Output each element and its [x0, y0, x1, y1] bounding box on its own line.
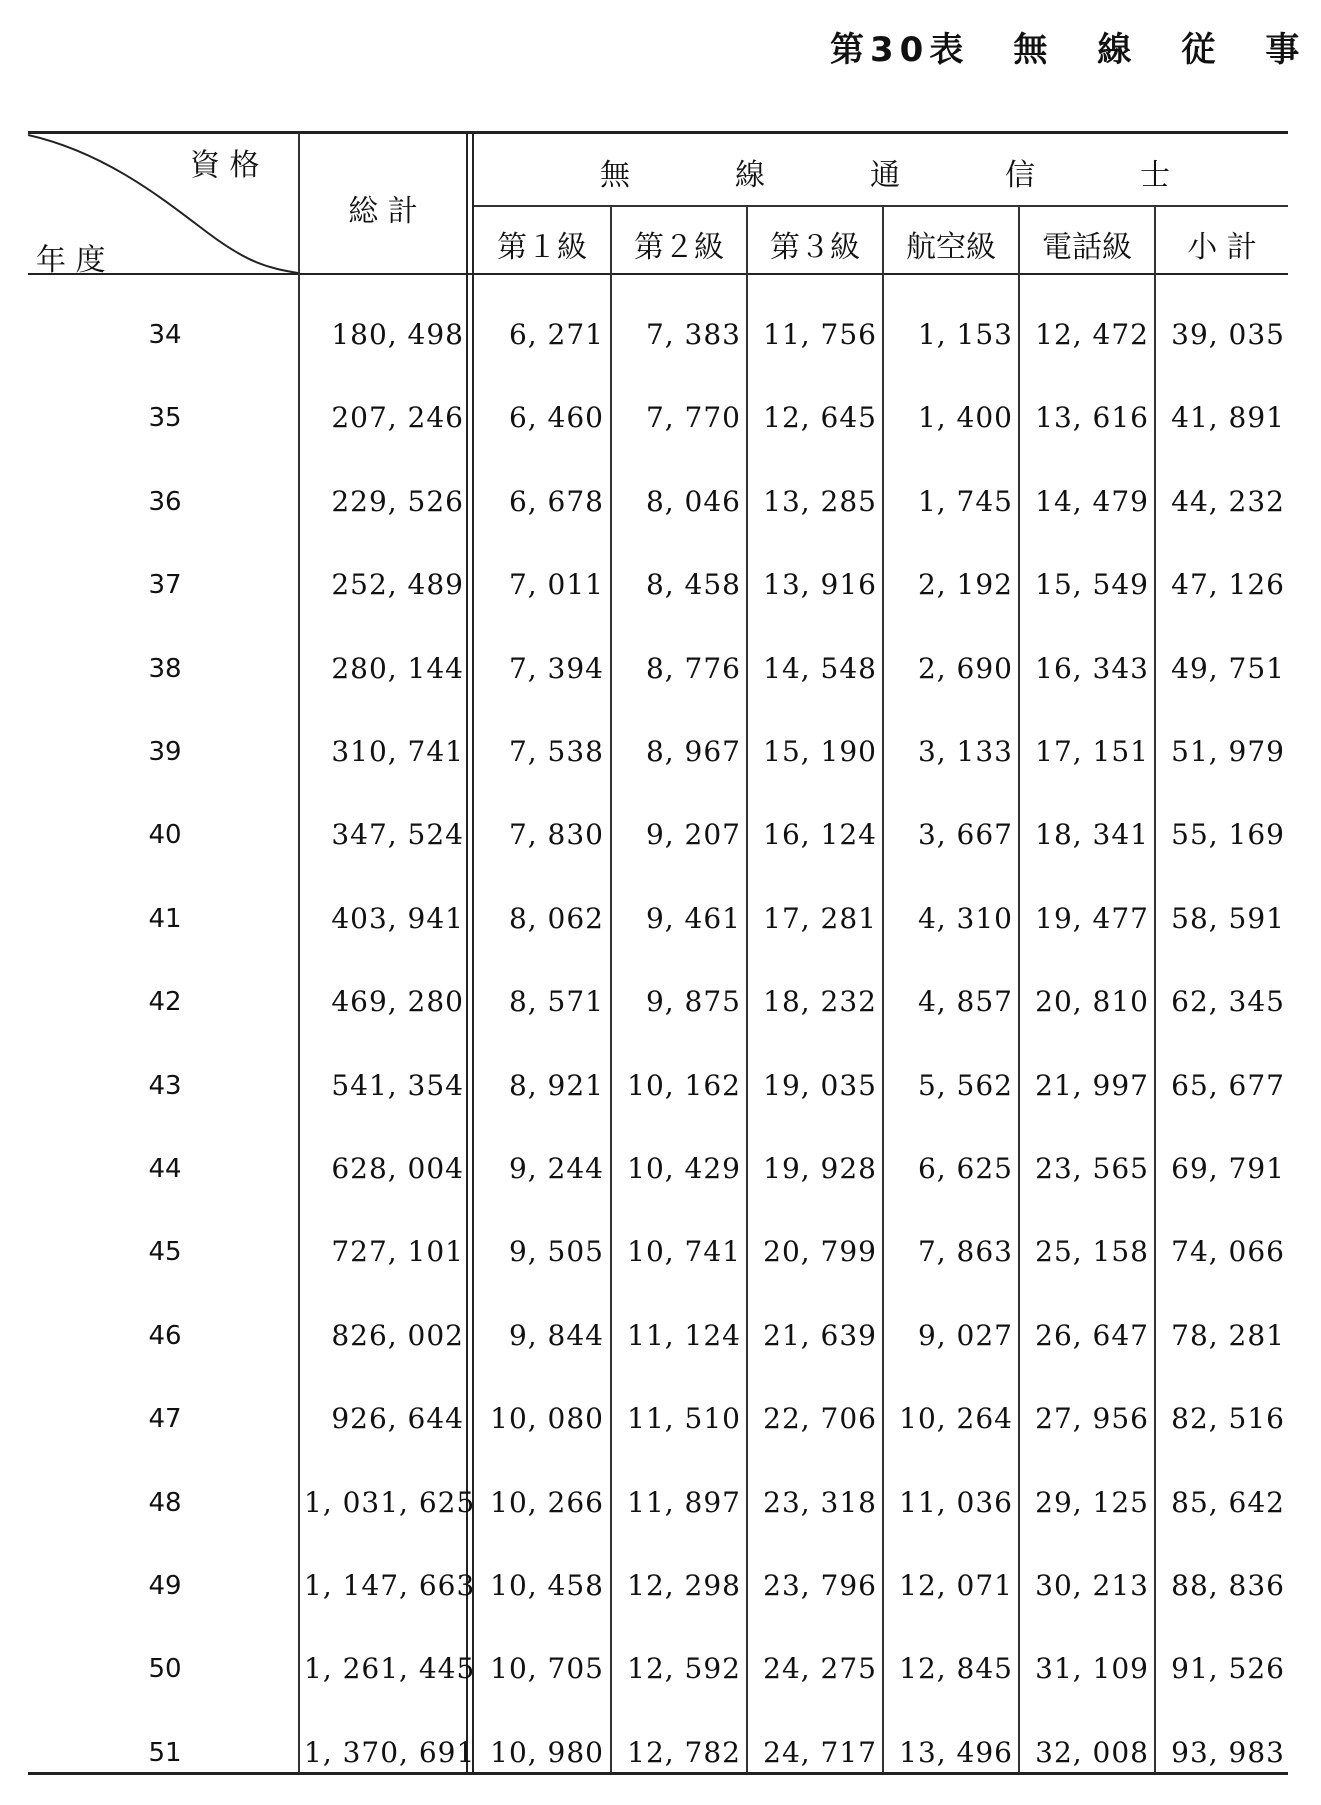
- table-cell: 19, 477: [1035, 902, 1149, 935]
- table-cell: 8, 458: [645, 568, 741, 601]
- table-cell: 12, 298: [627, 1569, 741, 1602]
- table-cell: 30, 213: [1035, 1569, 1149, 1602]
- table-cell: 9, 244: [508, 1152, 604, 1185]
- table-cell: 1, 261, 445: [304, 1652, 476, 1685]
- table-cell: 25, 158: [1035, 1235, 1149, 1268]
- table-cell: 469, 280: [331, 985, 464, 1018]
- table-cell: 4, 310: [917, 902, 1013, 935]
- table-cell: 15, 190: [763, 735, 877, 768]
- group-header-char: 信: [1005, 158, 1035, 193]
- row-year: 46: [148, 1321, 182, 1351]
- table-cell: 12, 845: [899, 1652, 1013, 1685]
- col-double-divider: [466, 133, 474, 1773]
- table-cell: 826, 002: [331, 1319, 464, 1352]
- title-word: 無: [1013, 30, 1054, 70]
- table-cell: 91, 526: [1171, 1652, 1285, 1685]
- table-cell: 16, 124: [763, 818, 877, 851]
- table-cell: 18, 341: [1035, 818, 1149, 851]
- table-cell: 12, 592: [627, 1652, 741, 1685]
- table-cell: 403, 941: [331, 902, 464, 935]
- table-cell: 10, 429: [627, 1152, 741, 1185]
- table-cell: 541, 354: [331, 1069, 464, 1102]
- table-cell: 8, 046: [645, 485, 741, 518]
- table-cell: 15, 549: [1035, 568, 1149, 601]
- table-cell: 280, 144: [331, 652, 464, 685]
- table-cell: 78, 281: [1171, 1319, 1285, 1352]
- table-cell: 9, 875: [645, 985, 741, 1018]
- corner-label-year: 年 度: [36, 243, 106, 278]
- col-header: 第２級: [634, 230, 724, 265]
- table-number: 第30表: [830, 30, 970, 70]
- group-header-char: 通: [870, 158, 900, 193]
- table-cell: 8, 921: [508, 1069, 604, 1102]
- table-cell: 26, 647: [1035, 1319, 1149, 1352]
- table-cell: 12, 645: [763, 401, 877, 434]
- row-year: 41: [148, 904, 182, 934]
- table-cell: 13, 916: [763, 568, 877, 601]
- row-year: 44: [148, 1154, 182, 1184]
- table-cell: 19, 035: [763, 1069, 877, 1102]
- table-cell: 58, 591: [1171, 902, 1285, 935]
- table-cell: 82, 516: [1171, 1402, 1285, 1435]
- table-cell: 11, 756: [763, 318, 877, 351]
- table-cell: 9, 461: [645, 902, 741, 935]
- table-cell: 7, 394: [508, 652, 604, 685]
- table-cell: 23, 796: [763, 1569, 877, 1602]
- table-cell: 10, 705: [490, 1652, 604, 1685]
- row-year: 35: [148, 403, 182, 433]
- row-year: 42: [148, 987, 182, 1017]
- table-cell: 62, 345: [1171, 985, 1285, 1018]
- col-header: 第３級: [770, 230, 860, 265]
- table-cell: 7, 538: [508, 735, 604, 768]
- col-header: 電話級: [1042, 230, 1132, 265]
- table-cell: 23, 565: [1035, 1152, 1149, 1185]
- table-cell: 23, 318: [763, 1486, 877, 1519]
- group-header-char: 士: [1140, 158, 1170, 193]
- table-cell: 347, 524: [331, 818, 464, 851]
- title-word: 従: [1181, 30, 1222, 70]
- table-cell: 10, 080: [490, 1402, 604, 1435]
- table-cell: 1, 400: [917, 401, 1013, 434]
- table-cell: 29, 125: [1035, 1486, 1149, 1519]
- title-word: 事: [1265, 30, 1306, 70]
- table-cell: 727, 101: [331, 1235, 464, 1268]
- table-cell: 3, 667: [917, 818, 1013, 851]
- row-year: 48: [148, 1488, 182, 1518]
- table-cell: 11, 897: [627, 1486, 741, 1519]
- row-year: 47: [148, 1404, 182, 1434]
- table-cell: 69, 791: [1171, 1152, 1285, 1185]
- table-cell: 22, 706: [763, 1402, 877, 1435]
- group-header-rule: [473, 205, 1288, 207]
- table-cell: 8, 571: [508, 985, 604, 1018]
- table-cell: 1, 153: [917, 318, 1013, 351]
- table-cell: 31, 109: [1035, 1652, 1149, 1685]
- table-cell: 13, 616: [1035, 401, 1149, 434]
- table-cell: 20, 810: [1035, 985, 1149, 1018]
- table-cell: 13, 285: [763, 485, 877, 518]
- table-cell: 21, 997: [1035, 1069, 1149, 1102]
- table-cell: 10, 980: [490, 1736, 604, 1769]
- table-cell: 17, 281: [763, 902, 877, 935]
- row-year: 49: [148, 1571, 182, 1601]
- table-cell: 12, 782: [627, 1736, 741, 1769]
- page-title: [830, 22, 1306, 71]
- table-cell: 7, 863: [917, 1235, 1013, 1268]
- table-cell: 17, 151: [1035, 735, 1149, 768]
- row-year: 45: [148, 1237, 182, 1267]
- table-cell: 10, 458: [490, 1569, 604, 1602]
- table-cell: 628, 004: [331, 1152, 464, 1185]
- table-cell: 9, 505: [508, 1235, 604, 1268]
- table-cell: 11, 124: [627, 1319, 741, 1352]
- row-year: 51: [148, 1738, 182, 1768]
- table-cell: 7, 830: [508, 818, 604, 851]
- table-cell: 6, 271: [508, 318, 604, 351]
- table-cell: 24, 275: [763, 1652, 877, 1685]
- row-year: 37: [148, 570, 182, 600]
- table-cell: 180, 498: [331, 318, 464, 351]
- table-cell: 2, 690: [917, 652, 1013, 685]
- table-cell: 7, 011: [508, 568, 604, 601]
- table-cell: 8, 062: [508, 902, 604, 935]
- row-year: 50: [148, 1654, 182, 1684]
- table-cell: 65, 677: [1171, 1069, 1285, 1102]
- table-cell: 12, 472: [1035, 318, 1149, 351]
- table-cell: 21, 639: [763, 1319, 877, 1352]
- table-cell: 1, 147, 663: [304, 1569, 476, 1602]
- title-word: 線: [1097, 30, 1138, 70]
- table-cell: 85, 642: [1171, 1486, 1285, 1519]
- table-cell: 20, 799: [763, 1235, 877, 1268]
- table-cell: 4, 857: [917, 985, 1013, 1018]
- table-cell: 6, 678: [508, 485, 604, 518]
- col-divider: [298, 133, 300, 1773]
- table-cell: 926, 644: [331, 1402, 464, 1435]
- row-year: 38: [148, 654, 182, 684]
- table-cell: 8, 967: [645, 735, 741, 768]
- table-cell: 10, 741: [627, 1235, 741, 1268]
- table-cell: 5, 562: [917, 1069, 1013, 1102]
- table-cell: 207, 246: [331, 401, 464, 434]
- row-year: 40: [148, 820, 182, 850]
- table-cell: 11, 036: [899, 1486, 1013, 1519]
- table-cell: 310, 741: [331, 735, 464, 768]
- table-cell: 14, 479: [1035, 485, 1149, 518]
- table-cell: 7, 383: [645, 318, 741, 351]
- table-cell: 10, 162: [627, 1069, 741, 1102]
- table-cell: 3, 133: [917, 735, 1013, 768]
- table-cell: 7, 770: [645, 401, 741, 434]
- table-cell: 252, 489: [331, 568, 464, 601]
- row-year: 39: [148, 737, 182, 767]
- table-cell: 47, 126: [1171, 568, 1285, 601]
- table-cell: 88, 836: [1171, 1569, 1285, 1602]
- table-cell: 32, 008: [1035, 1736, 1149, 1769]
- table-cell: 18, 232: [763, 985, 877, 1018]
- table-cell: 41, 891: [1171, 401, 1285, 434]
- table-cell: 12, 071: [899, 1569, 1013, 1602]
- table-cell: 9, 207: [645, 818, 741, 851]
- table-cell: 44, 232: [1171, 485, 1285, 518]
- col-header: 小 計: [1187, 230, 1257, 265]
- table-cell: 49, 751: [1171, 652, 1285, 685]
- row-year: 34: [148, 320, 182, 350]
- table-cell: 9, 027: [917, 1319, 1013, 1352]
- col-header: 第１級: [497, 230, 587, 265]
- group-header-char: 無: [600, 158, 630, 193]
- table-cell: 6, 625: [917, 1152, 1013, 1185]
- table-cell: 27, 956: [1035, 1402, 1149, 1435]
- table-cell: 13, 496: [899, 1736, 1013, 1769]
- table-cell: 10, 264: [899, 1402, 1013, 1435]
- table-cell: 2, 192: [917, 568, 1013, 601]
- table-cell: 11, 510: [627, 1402, 741, 1435]
- row-year: 43: [148, 1071, 182, 1101]
- table-cell: 1, 745: [917, 485, 1013, 518]
- table-cell: 93, 983: [1171, 1736, 1285, 1769]
- table-cell: 24, 717: [763, 1736, 877, 1769]
- corner-label-qualification: 資 格: [190, 148, 260, 183]
- table-cell: 51, 979: [1171, 735, 1285, 768]
- table-cell: 39, 035: [1171, 318, 1285, 351]
- table-cell: 19, 928: [763, 1152, 877, 1185]
- table-bottom-rule: [28, 1772, 1288, 1775]
- table-cell: 1, 370, 691: [304, 1736, 476, 1769]
- table-cell: 74, 066: [1171, 1235, 1285, 1268]
- table-cell: 10, 266: [490, 1486, 604, 1519]
- table-cell: 229, 526: [331, 485, 464, 518]
- table-cell: 6, 460: [508, 401, 604, 434]
- table-cell: 9, 844: [508, 1319, 604, 1352]
- group-header-char: 線: [735, 158, 765, 193]
- col-header: 航空級: [906, 230, 996, 265]
- header-total: 総 計: [348, 194, 418, 229]
- table-cell: 16, 343: [1035, 652, 1149, 685]
- table-cell: 55, 169: [1171, 818, 1285, 851]
- table-cell: 8, 776: [645, 652, 741, 685]
- table-cell: 14, 548: [763, 652, 877, 685]
- row-year: 36: [148, 487, 182, 517]
- table-cell: 1, 031, 625: [304, 1486, 476, 1519]
